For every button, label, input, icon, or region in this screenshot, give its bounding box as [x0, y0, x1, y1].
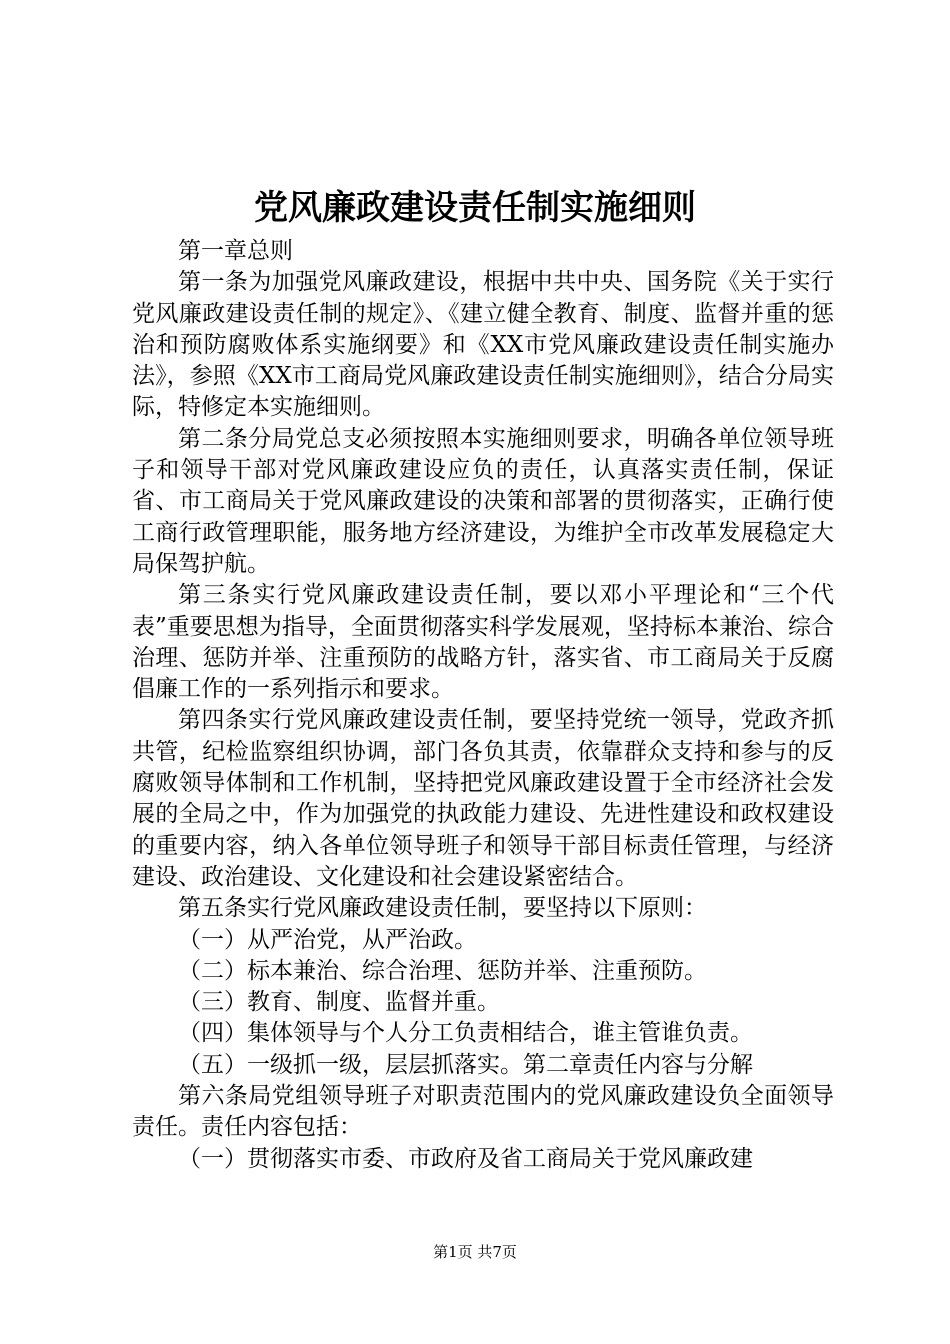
list-item: （二）标本兼治、综合治理、惩防并举、注重预防。	[178, 957, 707, 984]
list-item: （一）贯彻落实市委、市政府及省工商局关于党风廉政建	[178, 1145, 753, 1172]
chapter-heading: 第一章总则	[178, 238, 293, 264]
article-paragraph: 第一条为加强党风廉政建设，根据中共中央、国务院《关于实行党风廉政建设责任制的规定》、《建立健全教育、制度、监督并重的惩治和预防腐败体系实施纲要》和《XX市党风廉政建设责任制实施办法》，参照《XX市工商局党风廉政建设责任制实施细则》，结合分局实际，特修定本实施细则。	[132, 269, 834, 421]
article-paragraph: 第三条实行党风廉政建设责任制，要以邓小平理论和“三个代表”重要思想为指导，全面贯彻落实科学发展观，坚持标本兼治、综合治理、惩防并举、注重预防的战略方针，落实省、市工商局关于反腐倡廉工作的一系列指示和要求。	[132, 582, 834, 703]
document-body	[132, 236, 834, 1175]
document-title: 党风廉政建设责任制实施细则	[254, 188, 696, 228]
article-paragraph: 第四条实行党风廉政建设责任制，要坚持党统一领导，党政齐抓共管，纪检监察组织协调，部门各负其责，依靠群众支持和参与的反腐败领导体制和工作机制，坚持把党风廉政建设置于全市经济社会发展的全局之中，作为加强党的执政能力建设、先进性建设和政权建设的重要内容，纳入各单位领导班子和领导干部目标责任管理，与经济建设、政治建设、文化建设和社会建设紧密结合。	[132, 707, 834, 890]
list-item: （一）从严治党，从严治政。	[178, 926, 477, 953]
article-paragraph: 第五条实行党风廉政建设责任制，要坚持以下原则：	[178, 895, 707, 922]
page-footer: 第1页 共7页	[433, 1243, 517, 1261]
list-item: （四）集体领导与个人分工负责相结合，谁主管谁负责。	[178, 1020, 753, 1047]
list-item: （三）教育、制度、监督并重。	[178, 989, 500, 1016]
article-paragraph: 第二条分局党总支必须按照本实施细则要求，明确各单位领导班子和领导干部对党风廉政建设应负的责任，认真落实责任制，保证省、市工商局关于党风廉政建设的决策和部署的贯彻落实，正确行使工商行政管理职能，服务地方经济建设，为维护全市改革发展稳定大局保驾护航。	[132, 425, 834, 577]
article-paragraph: 第六条局党组领导班子对职责范围内的党风廉政建设负全面领导责任。责任内容包括：	[132, 1083, 834, 1141]
list-item: （五）一级抓一级，层层抓落实。第二章责任内容与分解	[178, 1051, 753, 1078]
